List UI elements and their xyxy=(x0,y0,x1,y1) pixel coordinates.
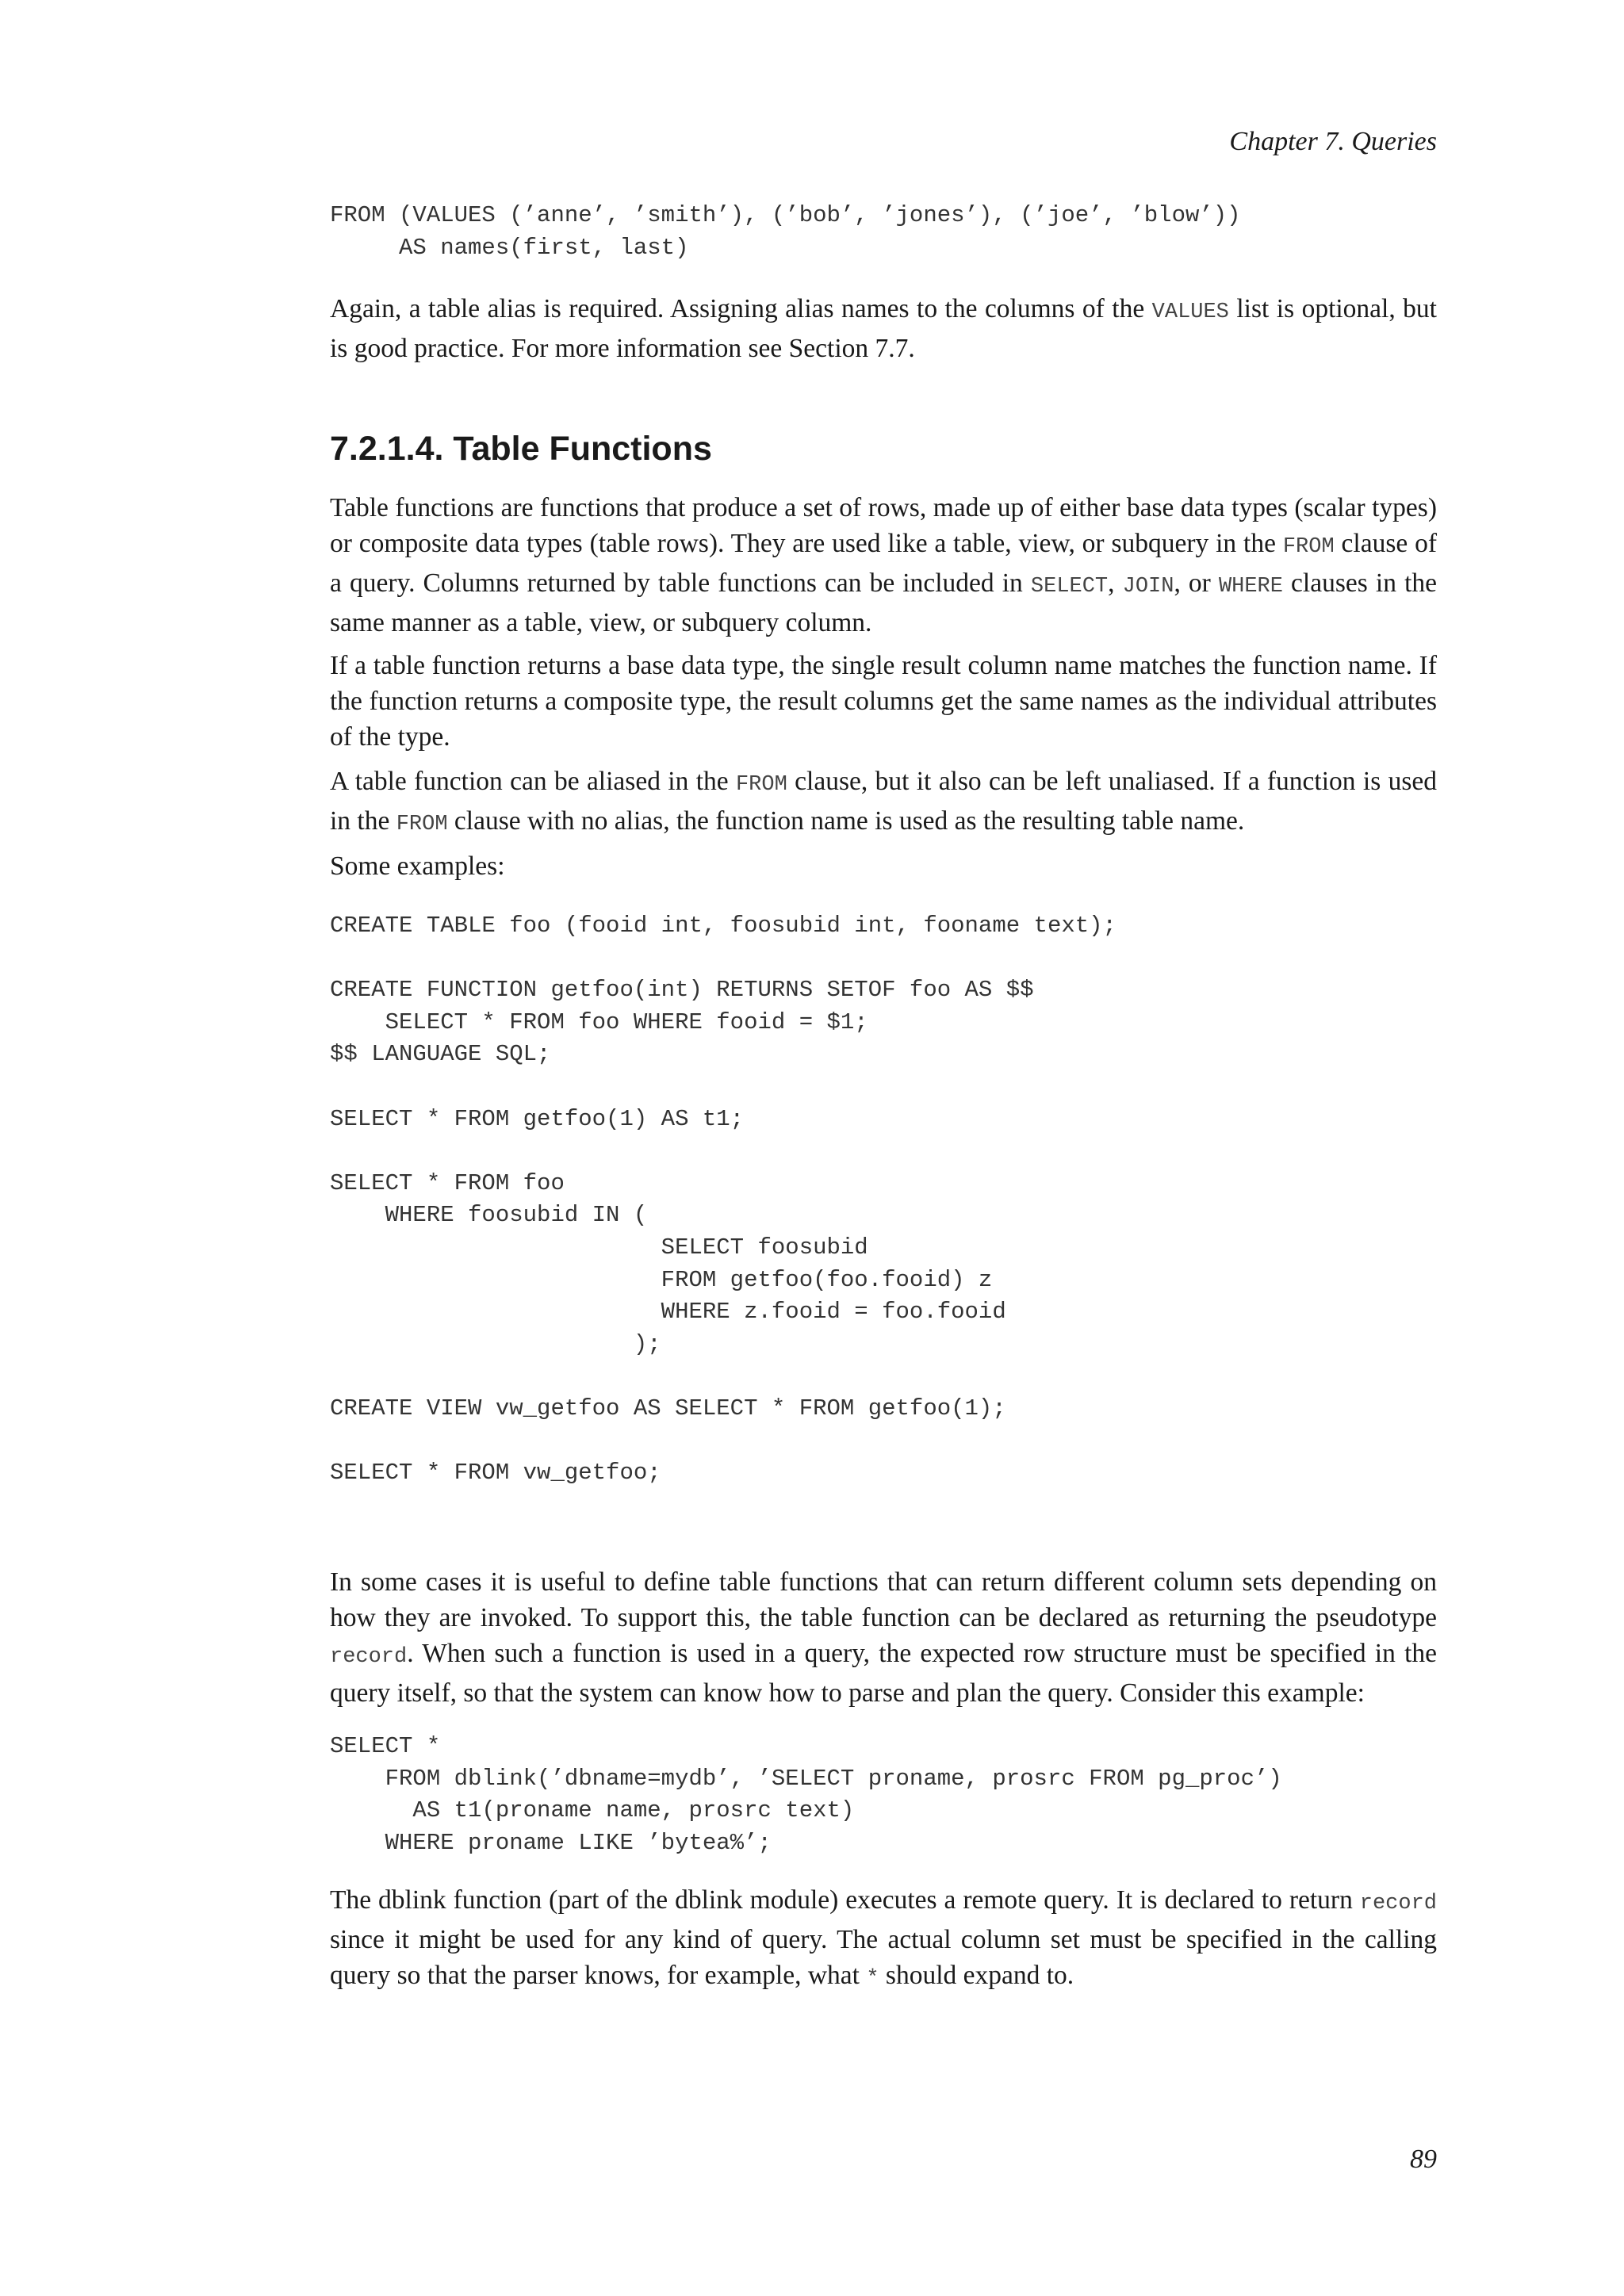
paragraph-aliasing xyxy=(330,763,1437,843)
text: should expand to. xyxy=(879,1961,1074,1990)
code-block-values: FROM (VALUES (’anne’, ’smith’), (’bob’, ’jones’), (’joe’, ’blow’)) AS names(first, last) xyxy=(330,202,1241,261)
text: . When such a function is used in a query, the expected row structure must be specified in the query itself, so that the system can know how to parse and plan the query. Consider this example: xyxy=(330,1639,1437,1708)
code-record: record xyxy=(330,1645,408,1669)
code-asterisk: * xyxy=(866,1967,879,1991)
text: A table function can be aliased in the xyxy=(330,767,736,796)
section-heading: 7.2.1.4. Table Functions xyxy=(330,430,712,468)
running-header: Chapter 7. Queries xyxy=(1229,127,1437,156)
text: since it might be used for any kind of query. The actual column set must be specified in the calling query so that the parser knows, for example, what xyxy=(330,1925,1437,1990)
page-number: 89 xyxy=(1410,2145,1437,2174)
paragraph-return-types: If a table function returns a base data type, the single result column name matches the function name. If the function returns a composite type, the result columns get the same names as the individual attributes of the type. xyxy=(330,651,1437,752)
text: clauses in the same manner as a table, view, or subquery column. xyxy=(330,568,1437,637)
code-from: FROM xyxy=(1282,535,1335,559)
code-block-examples: CREATE TABLE foo (fooid int, foosubid int, fooname text); CREATE FUNCTION getfoo(int) RETURNS SETOF foo AS $$ SELECT * FROM foo WHERE fooid = $1; $$ LANGUAGE SQL; SELECT * FROM getfoo(1) AS t1; SELECT * FROM foo WHERE foosubid IN ( SELECT foosubid FROM getfoo(foo.fooid) z WHERE z.fooid = foo.fooid ); CREATE VIEW vw_getfoo AS SELECT * FROM getfoo(1); SELECT * FROM vw_getfoo; xyxy=(330,913,1116,1487)
text: Table functions are functions that produce a set of rows, made up of either base data types (scalar types) or composite data types (table rows). They are used like a table, view, or subquery in the xyxy=(330,493,1437,558)
text: In some cases it is useful to define table functions that can return different column sets depending on how they are invoked. To support this, the table function can be declared as returning the pseudotype xyxy=(330,1567,1437,1632)
code-where: WHERE xyxy=(1218,575,1283,599)
paragraph-some-examples: Some examples: xyxy=(330,851,505,881)
code-join: JOIN xyxy=(1122,575,1174,599)
paragraph-table-functions-intro xyxy=(330,490,1437,641)
code-select: SELECT xyxy=(1030,575,1109,599)
text: clause, but it also can be left unaliased. If a function is used in the xyxy=(330,767,1437,836)
code-values: VALUES xyxy=(1151,300,1229,324)
document-page xyxy=(330,0,1437,2296)
code-record: record xyxy=(1359,1892,1437,1915)
text: clause of a query. Columns returned by table functions can be included in xyxy=(330,529,1437,598)
paragraph-dblink xyxy=(330,1882,1437,1997)
paragraph-table-alias xyxy=(330,291,1437,366)
text: Again, a table alias is required. Assigning alias names to the columns of the xyxy=(330,294,1152,323)
text: , or xyxy=(1174,568,1219,598)
code-block-dblink: SELECT * FROM dblink(’dbname=mydb’, ’SELECT proname, prosrc FROM pg_proc’) AS t1(proname name, prosrc text) WHERE proname LIKE ’bytea%’; xyxy=(330,1733,1282,1856)
text: clause with no alias, the function name is used as the resulting table name. xyxy=(447,806,1245,836)
text: list is optional, but is good practice. For more information see Section 7.7. xyxy=(330,294,1437,363)
paragraph-pseudotype-record xyxy=(330,1564,1437,1711)
text: The dblink function (part of the dblink module) executes a remote query. It is declared to return xyxy=(330,1885,1360,1915)
code-from: FROM xyxy=(735,773,787,797)
text: , xyxy=(1108,568,1123,598)
code-from: FROM xyxy=(396,813,448,836)
